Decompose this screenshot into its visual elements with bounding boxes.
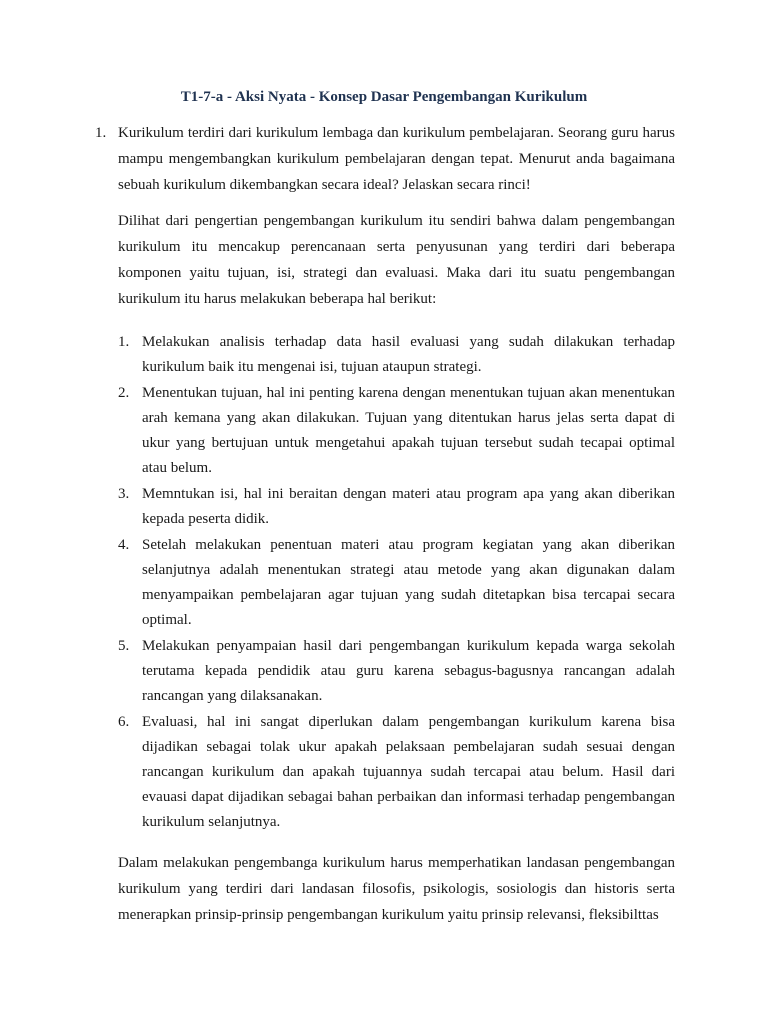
list-item [118, 634, 675, 709]
list-item [118, 533, 675, 633]
steps-list [118, 330, 675, 836]
step-text: Memntukan isi, hal ini beraitan dengan materi atau program apa yang akan diberikan kepada peserta didik. [142, 486, 675, 527]
step-number: 5. [118, 638, 130, 654]
list-item [118, 482, 675, 532]
step-number: 3. [118, 486, 130, 502]
step-text: Setelah melakukan penentuan materi atau program kegiatan yang akan diberikan selanjutnya adalah menentukan strategi atau metode yang akan digunakan dalam menyampaikan pembelajaran agar tujuan yang sudah ditetapkan bisa tercapai secara optimal. [142, 537, 675, 628]
closing-paragraph: Dalam melakukan pengembanga kurikulum harus memperhatikan landasan pengembangan kurikulum yang terdiri dari landasan filosofis, psikologis, sosiologis dan historis serta menerapkan prinsip-prinsip pengembangan kurikulum yaitu prinsip relevansi, fleksibilttas [118, 855, 675, 923]
step-number: 4. [118, 537, 130, 553]
step-text: Evaluasi, hal ini sangat diperlukan dalam pengembangan kurikulum karena bisa dijadikan sebagai tolak ukur apakah pelaksaan pembelajaran sudah sesuai dengan rancangan kurikulum dan apakah tujuannya sudah tercapai atau belum. Hasil dari evauasi dapat dijadikan sebagai bahan perbaikan dan informasi terhadap pengembangan kurikulum selanjutnya. [142, 714, 675, 830]
question-number: 1. [95, 125, 107, 141]
intro-paragraph: Dilihat dari pengertian pengembangan kurikulum itu sendiri bahwa dalam pengembangan kurikulum itu mencakup perencanaan serta penyusunan yang terdiri dari beberapa komponen yaitu tujuan, isi, strategi dan evaluasi. Maka dari itu suatu pengembangan kurikulum itu harus melakukan beberapa hal berikut: [118, 213, 675, 307]
step-text: Melakukan penyampaian hasil dari pengembangan kurikulum kepada warga sekolah terutama kepada pendidik atau guru karena sebagus-bagusnya rancangan adalah rancangan yang dilaksanakan. [142, 638, 675, 704]
step-number: 6. [118, 714, 130, 730]
list-item [118, 710, 675, 835]
document-title: T1-7-a - Aksi Nyata - Konsep Dasar Pengembangan Kurikulum [180, 89, 588, 105]
step-text: Menentukan tujuan, hal ini penting karena dengan menentukan tujuan akan menentukan arah kemana yang akan dilakukan. Tujuan yang ditentukan harus jelas serta dapat di ukur yang bertujuan untuk mengetahui apakah tujuan tersebut sudah tecapai optimal atau belum. [142, 385, 675, 476]
list-item [118, 381, 675, 481]
step-number: 2. [118, 385, 130, 401]
list-item [118, 330, 675, 380]
step-number: 1. [118, 334, 130, 350]
question-text: Kurikulum terdiri dari kurikulum lembaga dan kurikulum pembelajaran. Seorang guru harus mampu mengembangkan kurikulum pembelajaran dengan tepat. Menurut anda bagaimana sebuah kurikulum dikembangkan secara ideal? Jelaskan secara rinci! [118, 125, 675, 193]
step-text: Melakukan analisis terhadap data hasil evaluasi yang sudah dilakukan terhadap kurikulum baik itu mengenai isi, tujuan ataupun strategi. [142, 334, 675, 375]
